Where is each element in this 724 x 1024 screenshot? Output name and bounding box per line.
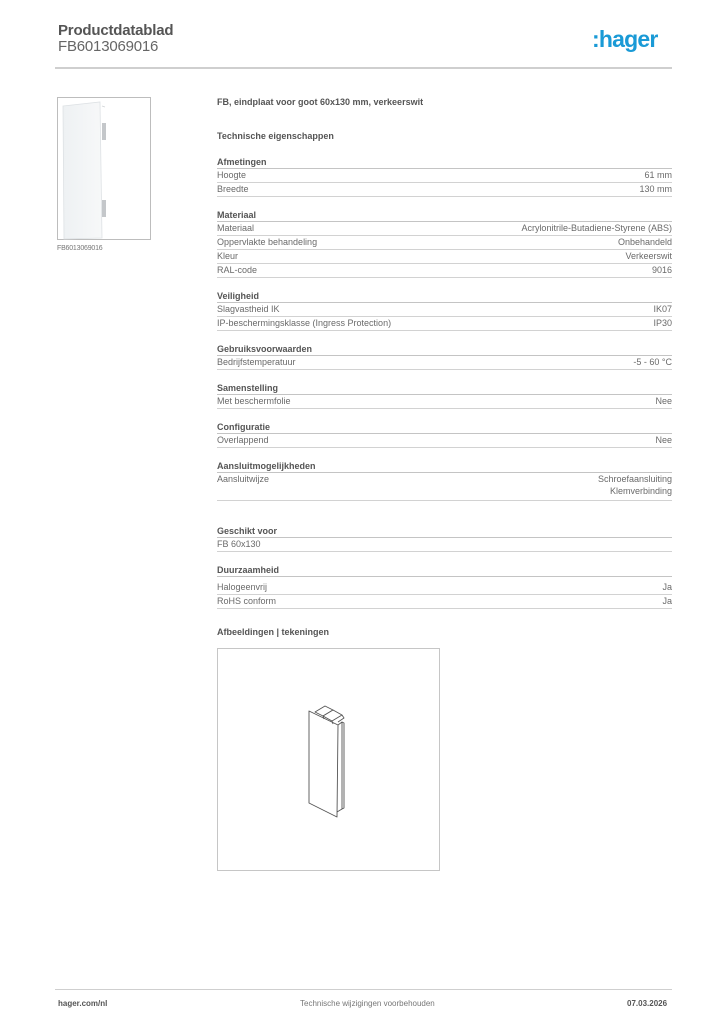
section-heading: Configuratie [217, 421, 672, 434]
spec-value: Nee [655, 396, 672, 406]
spec-value: IP30 [653, 318, 672, 328]
technical-drawing [217, 648, 440, 871]
spec-row [217, 250, 672, 264]
spec-label: Hoogte [217, 170, 247, 180]
end-plate-line-drawing-icon [218, 649, 439, 870]
section-safety [217, 290, 672, 331]
footer-disclaimer: Technische wijzigingen voorbehouden [300, 999, 435, 1008]
section-heading: Materiaal [217, 209, 672, 222]
spec-value: Nee [655, 435, 672, 445]
section-heading: Afmetingen [217, 156, 672, 169]
section-composition [217, 382, 672, 409]
spec-label: Slagvastheid IK [217, 304, 280, 314]
section-configuration [217, 421, 672, 448]
spec-row [217, 317, 672, 331]
section-heading: Gebruiksvoorwaarden [217, 343, 672, 356]
spec-row [217, 581, 672, 595]
spec-row [217, 236, 672, 250]
section-connection-options [217, 460, 672, 501]
spec-row [217, 473, 672, 501]
thumbnail-caption: FB6013069016 [57, 245, 103, 252]
end-plate-photo-icon [58, 98, 152, 241]
section-heading: Aansluitmogelijkheden [217, 460, 672, 473]
spec-row [217, 183, 672, 197]
footer-divider [55, 989, 672, 990]
section-heading: Geschikt voor [217, 525, 672, 538]
spec-label: Met beschermfolie [217, 396, 291, 406]
footer-date: 07.03.2026 [627, 999, 668, 1008]
product-thumbnail [57, 97, 151, 240]
spec-label: RoHS conform [217, 596, 277, 606]
spec-value: Ja [662, 596, 672, 606]
spec-label: Bedrijfstemperatuur [217, 357, 296, 367]
spec-value [598, 473, 672, 500]
section-heading: Duurzaamheid [217, 564, 672, 577]
spec-row [217, 169, 672, 183]
spec-value: 61 mm [644, 170, 672, 180]
drawings-heading: Afbeeldingen | tekeningen [217, 627, 330, 637]
hager-logo: :hager [592, 26, 658, 52]
spec-value-line: Klemverbinding [609, 486, 672, 496]
product-title: FB, eindplaat voor goot 60x130 mm, verkeerswit [217, 97, 424, 107]
spec-label: IP-beschermingsklasse (Ingress Protection) [217, 318, 392, 328]
spec-row [217, 434, 672, 448]
spec-label: Breedte [217, 184, 249, 194]
page-title: Productdatablad [58, 22, 174, 39]
spec-label: Aansluitwijze [217, 474, 270, 484]
spec-row [217, 538, 672, 552]
article-number: FB6013069016 [58, 38, 159, 55]
spec-row [217, 303, 672, 317]
spec-value: Ja [662, 582, 672, 592]
spec-value: Onbehandeld [617, 237, 672, 247]
spec-label: Halogeenvrij [217, 582, 268, 592]
spec-row [217, 222, 672, 236]
spec-value: -5 - 60 °C [633, 357, 672, 367]
spec-label: Oppervlakte behandeling [217, 237, 318, 247]
footer-website-link[interactable]: hager.com/nl [58, 999, 108, 1008]
spec-value: IK07 [653, 304, 672, 314]
spec-value: Acrylonitrile-Butadiene-Styrene (ABS) [521, 223, 672, 233]
spec-row [217, 356, 672, 370]
spec-value: 130 mm [639, 184, 672, 194]
section-suitable-for [217, 525, 672, 552]
spec-label: FB 60x130 [217, 539, 261, 549]
spec-content [217, 96, 672, 639]
section-heading: Samenstelling [217, 382, 672, 395]
spec-label: RAL-code [217, 265, 258, 275]
section-heading: Veiligheid [217, 290, 672, 303]
section-dimensions [217, 156, 672, 197]
spec-value: Verkeerswit [625, 251, 672, 261]
header-divider [55, 67, 672, 69]
spec-row [217, 395, 672, 409]
spec-value-line: Schroefaansluiting [597, 474, 672, 484]
section-operating-conditions [217, 343, 672, 370]
spec-label: Kleur [217, 251, 239, 261]
section-material [217, 209, 672, 278]
spec-label: Materiaal [217, 223, 255, 233]
spec-row [217, 595, 672, 609]
section-sustainability [217, 564, 672, 609]
spec-value: 9016 [651, 265, 672, 275]
spec-label: Overlappend [217, 435, 269, 445]
tech-properties-title: Technische eigenschappen [217, 131, 334, 141]
spec-row [217, 264, 672, 278]
